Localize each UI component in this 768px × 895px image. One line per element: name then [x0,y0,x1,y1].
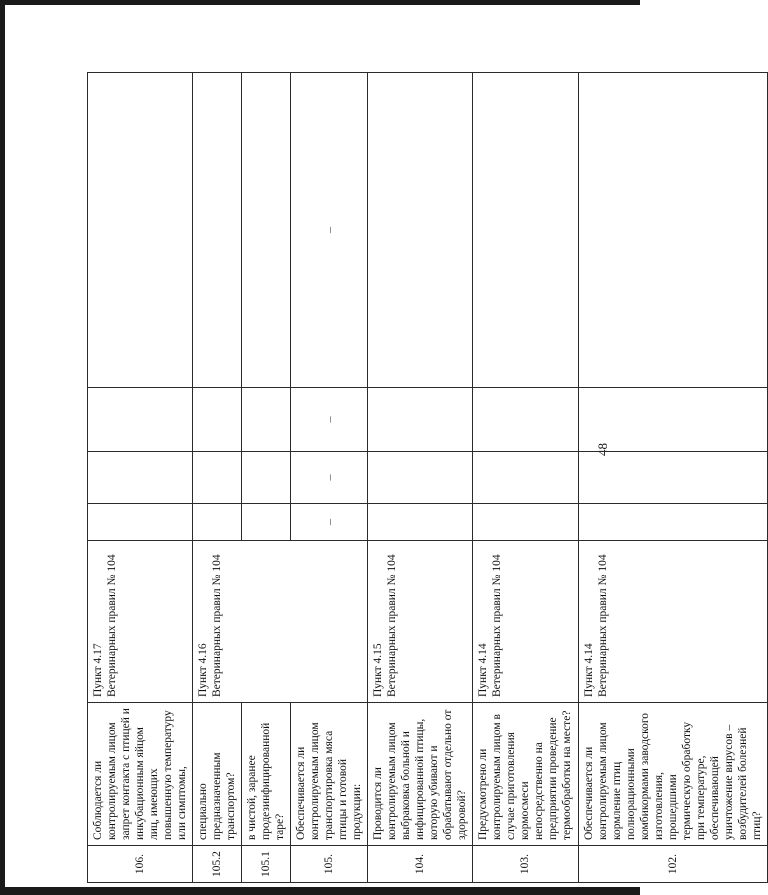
answer-cell-na [473,388,578,452]
answer-cell-no [242,452,291,504]
table-row [193,73,242,883]
answer-cell-na [578,388,767,452]
reference-point: Пункт 4.15 [372,643,385,697]
question-cell: Проводится ли контролируемым лицом выбраковка больной и инфицированной птицы, которую убивают и обрабатывают отдельно от здоровой? [368,703,473,846]
table-row [242,73,291,883]
answer-cell-yes [473,504,578,541]
notes-cell [368,73,473,388]
reference-cell [578,541,767,703]
table-row [473,73,578,883]
answer-cell-no [368,452,473,504]
answer-cell-yes [193,504,242,541]
question-cell: Соблюдается ли контролируемым лицом запрет контакта с птицей и инкубационным яйцом лиц, имеющих повышенную температуру или симптомы, [88,703,193,846]
answer-cell-no [578,452,767,504]
notes-cell [193,73,242,388]
notes-cell [578,73,767,388]
table-row [368,73,473,883]
answer-cell-yes [578,504,767,541]
scan-edge-left [0,0,5,895]
reference-rules: Ветеринарных правил № 104 [211,554,224,697]
answer-cell-yes [242,504,291,541]
dash-mark: – [291,73,368,388]
row-number: 103. [473,846,578,883]
answer-cell-yes [88,504,193,541]
reference-rules: Ветеринарных правил № 104 [106,554,119,697]
reference-cell [88,541,193,703]
question-cell: Предусмотрено ли контролируемым лицом в случае приготовления кормосмеси непосредственно на предприятии проведение термообработки на месте? [473,703,578,846]
answer-cell-no [193,452,242,504]
answer-cell-na [242,388,291,452]
notes-cell [473,73,578,388]
dash-mark: – [291,504,368,541]
table-row [578,73,767,883]
reference-cell [193,541,368,703]
question-cell: специально предназначенным транспортом? [193,703,242,846]
dash-mark: – [291,452,368,504]
page-number: 48 [595,443,610,456]
answer-cell-na [368,388,473,452]
notes-cell [242,73,291,388]
row-number: 105.1 [242,846,291,883]
answer-cell-na [88,388,193,452]
answer-cell-yes [368,504,473,541]
rotated-page [12,0,763,895]
notes-cell [88,73,193,388]
reference-cell [473,541,578,703]
reference-rules: Ветеринарных правил № 104 [596,554,609,697]
answer-cell-no [473,452,578,504]
reference-cell [368,541,473,703]
table-row [88,73,193,883]
checklist-table [87,72,768,883]
row-number: 106. [88,846,193,883]
question-cell: Обеспечивается ли контролируемым лицом транспортировка мяса птицы и готовой продукции: [291,703,368,846]
row-number: 102. [578,846,767,883]
dash-mark: – [291,388,368,452]
reference-point: Пункт 4.14 [477,643,490,697]
reference-rules: Ветеринарных правил № 104 [386,554,399,697]
row-number: 104. [368,846,473,883]
reference-point: Пункт 4.14 [582,643,595,697]
reference-rules: Ветеринарных правил № 104 [491,554,504,697]
question-cell: в чистой, заранее продезинфицированной таре? [242,703,291,846]
row-number: 105. [291,846,368,883]
answer-cell-no [88,452,193,504]
reference-point: Пункт 4.16 [197,643,210,697]
answer-cell-na [193,388,242,452]
row-number: 105.2 [193,846,242,883]
table-row [291,73,368,883]
question-cell: Обеспечивается ли контролируемым лицом кормление птиц полнорационными комбикормами заводского изготовления, прошедшими термическую обработку при температуре, обеспечивающей уничтожение вирусов – возбудителей болезней птиц? [578,703,767,846]
reference-point: Пункт 4.17 [92,643,104,697]
